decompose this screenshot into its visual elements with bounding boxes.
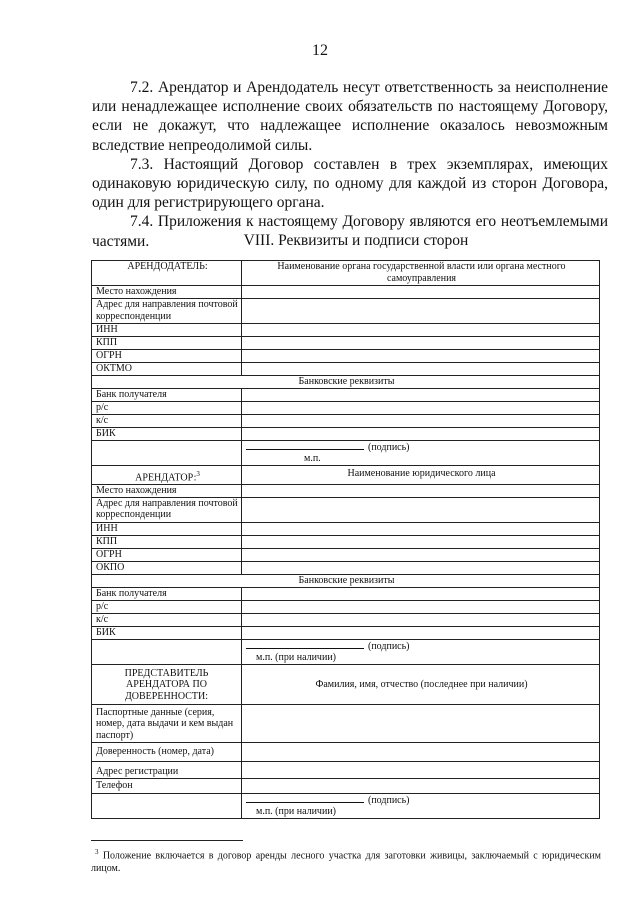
lessor-signature-caption: (подпись): [368, 442, 410, 453]
passport-value: [242, 704, 600, 742]
lessor-oktmo-value: [242, 363, 600, 376]
representative-signature-block: [242, 793, 600, 818]
lessor-ogrn-label: ОГРН: [92, 350, 242, 363]
lessee-corr-label: к/с: [92, 613, 242, 626]
footnote-divider: [91, 840, 243, 841]
lessee-location-value: [242, 484, 600, 497]
power-of-attorney-label: Доверенность (номер, дата): [92, 742, 242, 761]
lessor-signature-line: [246, 441, 364, 450]
lessor-bik-label: БИК: [92, 428, 242, 441]
lessor-signature-block: [242, 441, 600, 466]
registration-address-value: [242, 761, 600, 778]
lessee-bik-value: [242, 626, 600, 639]
lessor-mail-label: Адрес для направления почтовой корреспонденции: [92, 299, 242, 324]
lessee-header: [92, 466, 242, 485]
lessee-signature-block: [242, 639, 600, 664]
lessor-account-value: [242, 402, 600, 415]
lessor-bank-details-heading: Банковские реквизиты: [92, 376, 600, 389]
lessor-inn-label: ИНН: [92, 324, 242, 337]
phone-label: Телефон: [92, 778, 242, 793]
paragraph-7-4: 7.4. Приложения к настоящему Договору являются его неотъемлемыми частями.: [92, 213, 608, 250]
phone-value: [242, 778, 600, 793]
lessee-bank-value: [242, 587, 600, 600]
lessor-location-label: Место нахождения: [92, 286, 242, 299]
lessor-bank-value: [242, 389, 600, 402]
lessee-corr-value: [242, 613, 600, 626]
lessee-mail-value: [242, 497, 600, 522]
lessor-bik-value: [242, 428, 600, 441]
lessee-signature-line: [246, 640, 364, 649]
section-title: VIII. Реквизиты и подписи сторон: [243, 232, 469, 249]
lessor-mail-value: [242, 299, 600, 324]
footnote: [91, 846, 601, 875]
lessee-inn-label: ИНН: [92, 522, 242, 535]
contract-text: [92, 78, 608, 251]
lessor-kpp-label: КПП: [92, 337, 242, 350]
passport-label: Паспортные данные (серия, номер, дата выдачи и кем выдан паспорт): [92, 704, 242, 742]
lessor-location-value: [242, 286, 600, 299]
lessor-bank-label: Банк получателя: [92, 389, 242, 402]
footnote-number: 3: [95, 848, 99, 856]
lessee-okpo-value: [242, 561, 600, 574]
lessor-stamp: м.п.: [304, 453, 321, 464]
footnote-text: Положение включается в договор аренды лесного участка для заготовки живицы, заключаемый с юридическим лицом.: [91, 850, 602, 875]
lessee-bik-label: БИК: [92, 626, 242, 639]
lessee-location-label: Место нахождения: [92, 484, 242, 497]
representative-header: ПРЕДСТАВИТЕЛЬ АРЕНДАТОРА ПО ДОВЕРЕННОСТИ:: [92, 664, 242, 704]
lessee-kpp-value: [242, 535, 600, 548]
lessor-ogrn-value: [242, 350, 600, 363]
lessee-header-label: АРЕНДАТОР:: [135, 472, 197, 484]
lessor-signature-blank: [92, 441, 242, 466]
lessee-account-value: [242, 600, 600, 613]
lessee-signature-blank: [92, 639, 242, 664]
representative-name-caption: Фамилия, имя, отчество (последнее при наличии): [242, 664, 600, 704]
lessee-name-caption: Наименование юридического лица: [242, 466, 600, 485]
registration-address-label: Адрес регистрации: [92, 761, 242, 778]
lessee-signature-caption: (подпись): [368, 640, 410, 652]
lessee-ogrn-value: [242, 548, 600, 561]
lessor-header: АРЕНДОДАТЕЛЬ:: [92, 261, 242, 286]
page-number: 12: [312, 42, 328, 59]
lessor-oktmo-label: ОКТМО: [92, 363, 242, 376]
requisites-table: [91, 260, 600, 819]
lessee-inn-value: [242, 522, 600, 535]
representative-signature-blank: [92, 793, 242, 818]
lessee-bank-details-heading: Банковские реквизиты: [92, 574, 600, 587]
paragraph-7-2: 7.2. Арендатор и Арендодатель несут ответственность за неисполнение или ненадлежащее исполнение своих обязательств по настоящему Договору, если не докажут, что надлежащее исполнение оказалось невозможным вследствие непреодолимой силы.: [92, 79, 608, 154]
lessor-kpp-value: [242, 337, 600, 350]
lessor-corr-value: [242, 415, 600, 428]
lessee-stamp: м.п. (при наличии): [256, 651, 336, 663]
lessor-account-label: р/с: [92, 402, 242, 415]
representative-stamp: м.п. (при наличии): [256, 805, 336, 817]
lessor-corr-label: к/с: [92, 415, 242, 428]
lessor-inn-value: [242, 324, 600, 337]
representative-signature-line: [246, 794, 364, 803]
lessee-bank-label: Банк получателя: [92, 587, 242, 600]
representative-signature-caption: (подпись): [368, 794, 410, 806]
power-of-attorney-value: [242, 742, 600, 761]
lessee-kpp-label: КПП: [92, 535, 242, 548]
lessor-name-caption: Наименование органа государственной власти или органа местного самоуправления: [242, 261, 600, 286]
lessee-account-label: р/с: [92, 600, 242, 613]
lessee-okpo-label: ОКПО: [92, 561, 242, 574]
lessee-ogrn-label: ОГРН: [92, 548, 242, 561]
paragraph-7-3: 7.3. Настоящий Договор составлен в трех экземплярах, имеющих одинаковую юридическую силу, по одному для каждой из сторон Договора, один для регистрирующего органа.: [92, 155, 608, 212]
lessee-mail-label: Адрес для направления почтовой корреспонденции: [92, 497, 242, 522]
footnote-ref: 3: [196, 470, 200, 478]
